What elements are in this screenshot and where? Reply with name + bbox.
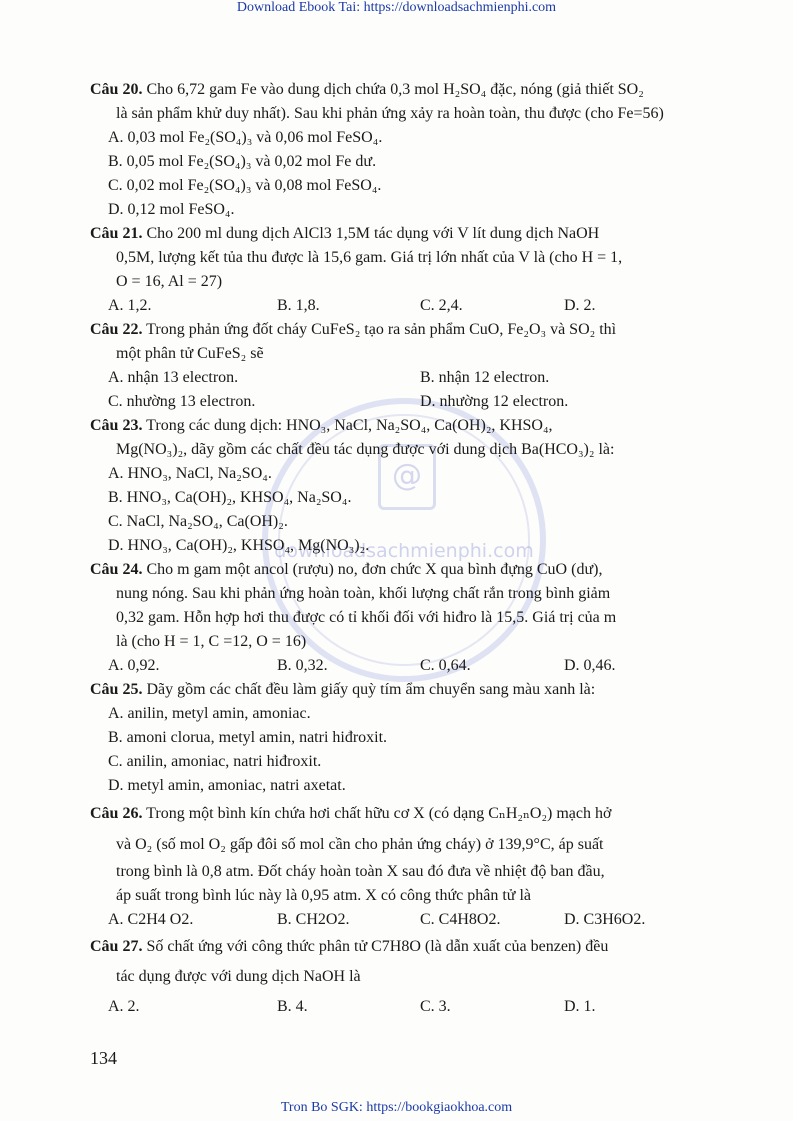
question-text: là sản phẩm khử duy nhất). Sau khi phản ứng xảy ra hoàn toàn, thu được (cho Fe=56) xyxy=(116,105,664,122)
question-text: O = 16, Al = 27) xyxy=(116,273,223,290)
question-label: Câu 26. xyxy=(90,805,143,822)
question-text: Trong một bình kín chứa hơi chất hữu cơ X (có dạng CₙH₂ₙO₂) mạch hở xyxy=(146,805,612,822)
watermark-text: downloadsachmienphi.com xyxy=(274,540,534,562)
option-a: A. nhận 13 electron. xyxy=(108,369,239,386)
question-text: trong bình là 0,8 atm. Đốt cháy hoàn toàn X sau đó đưa về nhiệt độ ban đầu, xyxy=(116,863,605,880)
question-label: Câu 20. xyxy=(90,81,143,98)
option-c: C. NaCl, Na₂SO₄, Ca(OH)₂. xyxy=(108,513,288,530)
question-text: 0,32 gam. Hỗn hợp hơi thu được có tỉ khối đối với hiđro là 15,5. Giá trị của m xyxy=(116,609,617,626)
question-label: Câu 21. xyxy=(90,225,143,242)
option-a: A. HNO₃, NaCl, Na₂SO₄. xyxy=(108,465,272,482)
option-d: D. metyl amin, amoniac, natri axetat. xyxy=(108,777,346,794)
option-a: A. 2. xyxy=(108,998,140,1015)
option-a: A. anilin, metyl amin, amoniac. xyxy=(108,705,311,722)
question-label: Câu 27. xyxy=(90,938,143,955)
question-21 xyxy=(90,222,710,318)
download-ebook-link[interactable]: Download Ebook Tai: https://downloadsachmienphi.com xyxy=(236,0,557,15)
option-b: B. nhận 12 electron. xyxy=(420,369,550,386)
question-label: Câu 24. xyxy=(90,561,143,578)
option-c: C. 3. xyxy=(420,998,451,1015)
option-d: D. 0,46. xyxy=(564,657,616,674)
question-23 xyxy=(90,414,710,558)
question-25 xyxy=(90,678,710,798)
option-a: A. 1,2. xyxy=(108,297,152,314)
option-d: D. nhường 12 electron. xyxy=(420,393,569,410)
book-at-icon: @ xyxy=(378,444,436,510)
question-26 xyxy=(90,798,710,932)
option-c: C. 0,64. xyxy=(420,657,471,674)
option-c: C. nhường 13 electron. xyxy=(108,393,256,410)
question-text: Trong phản ứng đốt cháy CuFeS₂ tạo ra sản phẩm CuO, Fe₂O₃ và SO₂ thì xyxy=(146,321,617,338)
option-b: B. 0,32. xyxy=(277,657,328,674)
option-a: A. C2H4 O2. xyxy=(108,911,194,928)
question-20 xyxy=(90,78,710,222)
question-text: tác dụng được với dung dịch NaOH là xyxy=(116,968,361,985)
option-b: B. amoni clorua, metyl amin, natri hiđroxit. xyxy=(108,729,388,746)
question-text: áp suất trong bình lúc này là 0,95 atm. X có công thức phân tử là xyxy=(116,887,532,904)
question-list xyxy=(90,78,710,1022)
question-label: Câu 23. xyxy=(90,417,143,434)
question-24 xyxy=(90,558,710,678)
question-text: 0,5M, lượng kết tủa thu được là 15,6 gam. Giá trị lớn nhất của V là (cho H = 1, xyxy=(116,249,623,266)
option-c: C. 0,02 mol Fe₂(SO₄)₃ và 0,08 mol FeSO₄. xyxy=(108,177,382,194)
option-a: A. 0,03 mol Fe₂(SO₄)₃ và 0,06 mol FeSO₄. xyxy=(108,129,383,146)
option-d: D. HNO₃, Ca(OH)₂, KHSO₄, Mg(NO₃)₂. xyxy=(108,537,370,554)
option-d: D. 1. xyxy=(564,998,596,1015)
question-text: Số chất ứng với công thức phân tử C7H8O (là dẫn xuất của benzen) đều xyxy=(146,938,609,955)
question-text: là (cho H = 1, C =12, O = 16) xyxy=(116,633,307,650)
option-b: B. HNO₃, Ca(OH)₂, KHSO₄, Na₂SO₄. xyxy=(108,489,352,506)
question-text: Trong các dung dịch: HNO₃, NaCl, Na₂SO₄, Ca(OH)₂, KHSO₄, xyxy=(146,417,553,434)
question-text: Cho 6,72 gam Fe vào dung dịch chứa 0,3 mol H₂SO₄ đặc, nóng (giả thiết SO₂ xyxy=(146,81,644,98)
option-c: C. anilin, amoniac, natri hiđroxit. xyxy=(108,753,322,770)
question-text: Cho m gam một ancol (rượu) no, đơn chức X qua bình đựng CuO (dư), xyxy=(146,561,603,578)
option-c: C. C4H8O2. xyxy=(420,911,501,928)
question-27 xyxy=(90,932,710,1022)
option-b: B. CH2O2. xyxy=(277,911,350,928)
option-d: D. C3H6O2. xyxy=(564,911,646,928)
option-d: D. 0,12 mol FeSO₄. xyxy=(108,201,235,218)
question-text: một phân tử CuFeS₂ sẽ xyxy=(116,345,264,362)
question-text: Mg(NO₃)₂, dãy gồm các chất đều tác dụng được với dung dịch Ba(HCO₃)₂ là: xyxy=(116,441,615,458)
option-d: D. 2. xyxy=(564,297,596,314)
question-22 xyxy=(90,318,710,414)
option-b: B. 1,8. xyxy=(277,297,320,314)
question-label: Câu 22. xyxy=(90,321,143,338)
page-number: 134 xyxy=(90,1048,117,1068)
option-b: B. 4. xyxy=(277,998,308,1015)
question-text: nung nóng. Sau khi phản ứng hoàn toàn, khối lượng chất rắn trong bình giảm xyxy=(116,585,611,602)
question-text: Dãy gồm các chất đều làm giấy quỳ tím ẩm chuyển sang màu xanh là: xyxy=(146,681,596,698)
question-label: Câu 25. xyxy=(90,681,143,698)
option-b: B. 0,05 mol Fe₂(SO₄)₃ và 0,02 mol Fe dư. xyxy=(108,153,377,170)
option-a: A. 0,92. xyxy=(108,657,160,674)
option-c: C. 2,4. xyxy=(420,297,463,314)
bookgiaokhoa-link[interactable]: Tron Bo SGK: https://bookgiaokhoa.com xyxy=(280,1100,513,1115)
question-text: Cho 200 ml dung dịch AlCl3 1,5M tác dụng với V lít dung dịch NaOH xyxy=(146,225,600,242)
question-text: và O₂ (số mol O₂ gấp đôi số mol cần cho phản ứng cháy) ở 139,9°C, áp suất xyxy=(116,836,604,853)
